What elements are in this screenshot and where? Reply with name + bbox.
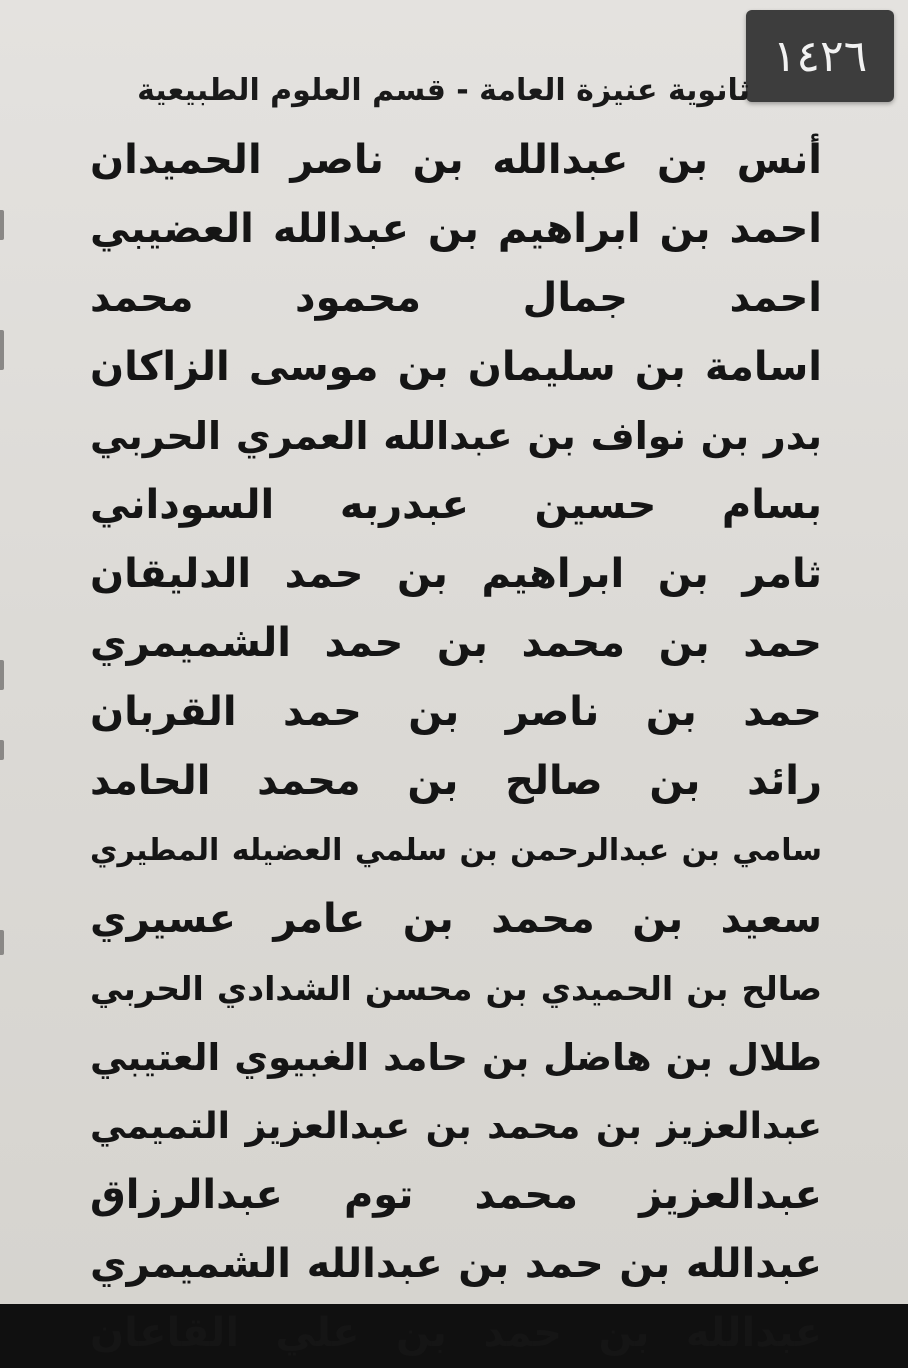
- list-item: حمد بن محمد بن حمد الشميمري: [90, 620, 822, 666]
- list-item: عبدالعزيز محمد توم عبدالرزاق: [90, 1172, 822, 1218]
- list-item: عبدالعزيز بن محمد بن عبدالعزيز التميمي: [90, 1106, 822, 1147]
- list-item: سعيد بن محمد بن عامر عسيري: [90, 896, 822, 942]
- year-badge: ١٤٢٦: [746, 10, 894, 102]
- list-item: طلال بن هاضل بن حامد الغبيوي العتيبي: [90, 1036, 822, 1079]
- margin-mark: [0, 330, 4, 370]
- list-item: رائد بن صالح بن محمد الحامد: [90, 758, 822, 804]
- graduates-list: [90, 126, 822, 1368]
- margin-mark: [0, 660, 4, 690]
- list-item: بدر بن نواف بن عبدالله العمري الحربي: [90, 414, 822, 458]
- margin-mark: [0, 210, 4, 240]
- section-heading: ثانوية عنيزة العامة - قسم العلوم الطبيعية: [137, 73, 750, 108]
- margin-mark: [0, 740, 4, 760]
- list-item: احمد بن ابراهيم بن عبدالله العضيبي: [90, 206, 822, 252]
- margin-mark: [0, 930, 4, 955]
- list-item: أنس بن عبدالله بن ناصر الحميدان: [90, 137, 822, 183]
- list-item: سامي بن عبدالرحمن بن سلمي العضيله المطيري: [90, 833, 822, 868]
- list-item: صالح بن الحميدي بن محسن الشدادي الحربي: [90, 969, 822, 1008]
- list-item: بسام حسين عبدربه السوداني: [90, 482, 822, 528]
- list-item: اسامة بن سليمان بن موسى الزاكان: [90, 344, 822, 390]
- list-item: عبدالله بن حمد بن عبدالله الشميمري: [90, 1241, 822, 1287]
- list-item: حمد بن ناصر بن حمد القربان: [90, 689, 822, 735]
- list-item: عبدالله بن حمد بن علي القاعان: [90, 1310, 822, 1356]
- list-item: ثامر بن ابراهيم بن حمد الدليقان: [90, 551, 822, 597]
- list-item: احمد جمال محمود محمد: [90, 275, 822, 321]
